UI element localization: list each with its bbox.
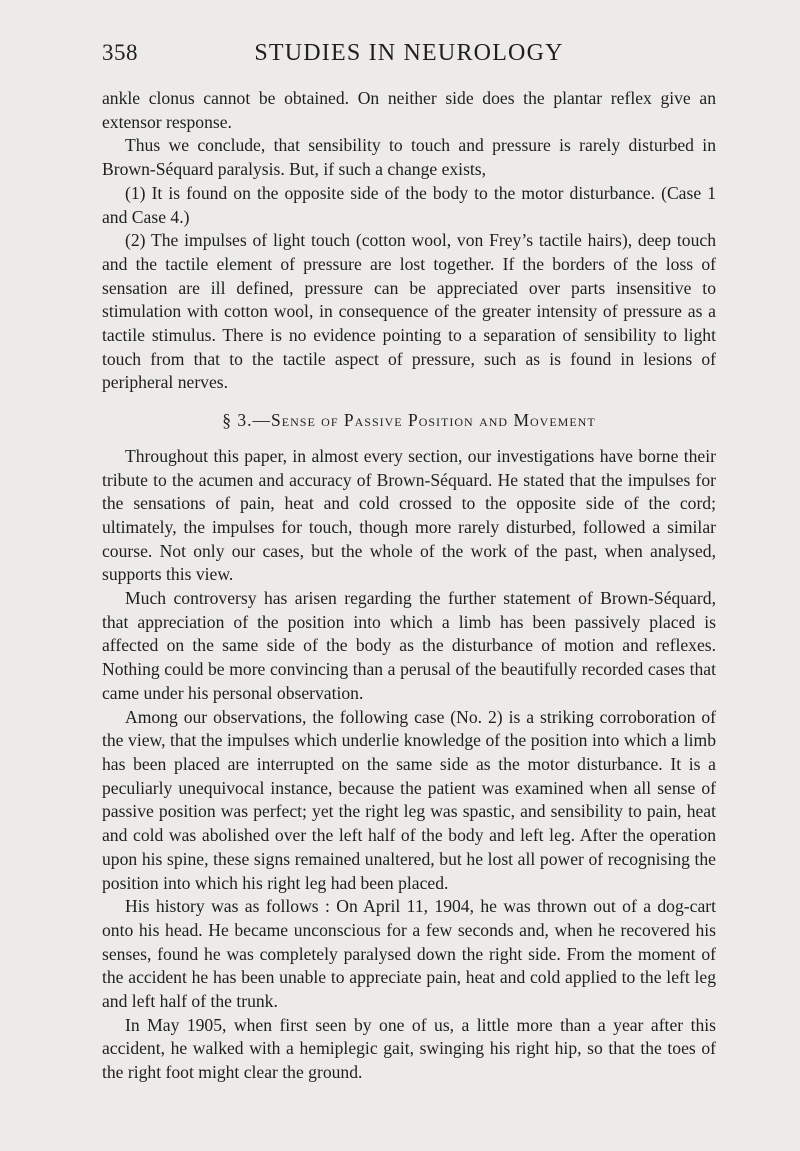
- running-head: STUDIES IN NEUROLOGY: [254, 40, 564, 66]
- paragraph: Throughout this paper, in almost every section, our investigations have borne their tribute to the acumen and accuracy of Brown-Séquard. He stated that the impulses for the sensations of pain, heat and cold crossed to the opposite side of the cord; ultimately, the impulses for touch, though more rarely disturbed, followed a similar course. Not only our cases, but the whole of the work of the past, when analysed, supports this view.: [102, 445, 716, 585]
- page-number: 358: [102, 40, 138, 65]
- page-body: [102, 87, 716, 1085]
- paragraph: In May 1905, when first seen by one of us, a little more than a year after this accident, he walked with a hemiplegic gait, swinging his right hip, so that the toes of the right foot might clear the ground.: [102, 1014, 716, 1083]
- page-header: [102, 40, 716, 74]
- paragraph-conclusion: Thus we conclude, that sensibility to touch and pressure is rarely disturbed in Brown-Séquard paralysis. But, if such a change exists,: [102, 135, 716, 180]
- section-heading: § 3.—Sense of Passive Position and Movement: [222, 410, 596, 431]
- paragraph-point-2: (2) The impulses of light touch (cotton wool, von Frey’s tactile hairs), deep touch and the tactile element of pressure are lost together. If the borders of the loss of sensation are ill defined, pressure can be appreciated over parts insensitive to stimulation with cotton wool, in consequence of the greater intensity of pressure as a tactile stimulus. There is no evidence pointing to a separation of sensibility to light touch from that to the tactile aspect of pressure, such as is found in lesions of peripheral nerves.: [102, 230, 716, 393]
- paragraph: Much controversy has arisen regarding the further statement of Brown-Séquard, that appreciation of the position into which a limb has been passively placed is affected on the same side of the body as the disturbance of motion and reflexes. Nothing could be more convincing than a perusal of the beautifully recorded cases that came under his personal observation.: [102, 588, 716, 703]
- paragraph-continued: ankle clonus cannot be obtained. On neither side does the plantar reflex give an extensor response.: [102, 88, 716, 132]
- paragraph-point-1: (1) It is found on the opposite side of the body to the motor disturbance. (Case 1 and Case 4.): [102, 182, 716, 227]
- paragraph: His history was as follows : On April 11, 1904, he was thrown out of a dog-cart onto his head. He became unconscious for a few seconds and, when he recovered his senses, found he was completely paralysed down the right side. From the moment of the accident he has been unable to appreciate pain, heat and cold applied to the left leg and left half of the trunk.: [102, 896, 716, 1012]
- paragraph: Among our observations, the following case (No. 2) is a striking corroboration of the view, that the impulses which underlie knowledge of the position into which a limb has been placed are interrupted on the same side as the motor disturbance. It is a peculiarly unequivocal instance, because the patient was examined when all sense of passive position was perfect; yet the right leg was spastic, and sensibility to pain, heat and cold was abolished over the left half of the body and left leg. After the operation upon his spine, these signs remained unaltered, but he lost all power of recognising the position into which his right leg had been placed.: [102, 706, 716, 893]
